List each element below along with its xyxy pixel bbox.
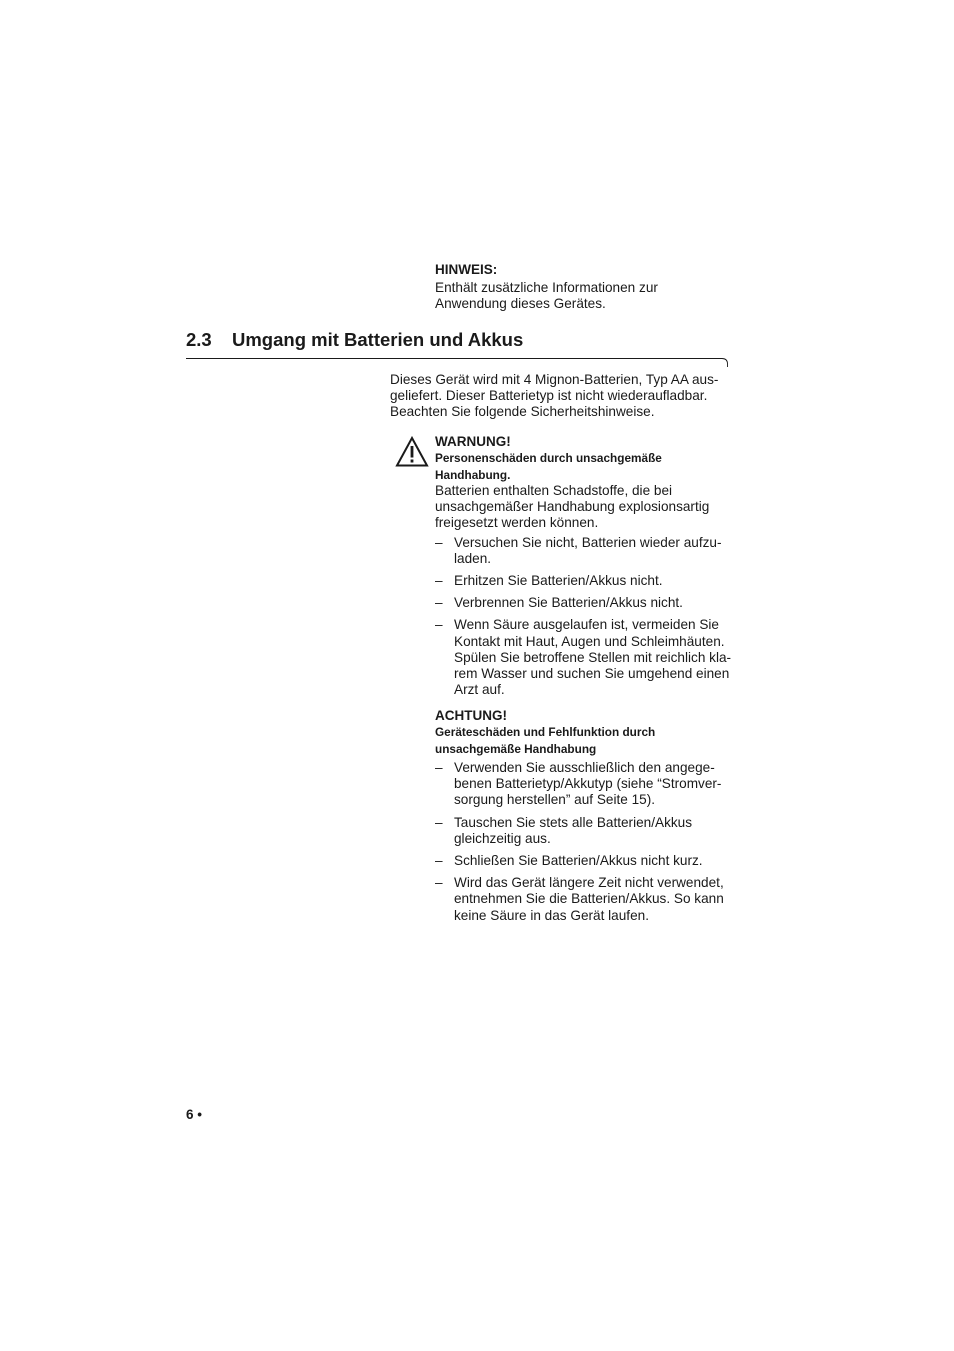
list-item-line: Wird das Gerät längere Zeit nicht verwendet, bbox=[454, 875, 724, 891]
warning-text-line: Batterien enthalten Schadstoffe, die bei bbox=[435, 483, 673, 498]
section-title: Umgang mit Batterien und Akkus bbox=[232, 329, 524, 350]
caution-label: ACHTUNG! bbox=[435, 708, 507, 723]
warning-block bbox=[435, 434, 735, 698]
intro-paragraph bbox=[390, 372, 735, 421]
list-dash: – bbox=[435, 853, 443, 869]
list-item bbox=[435, 595, 735, 611]
caution-block bbox=[435, 708, 735, 924]
list-item bbox=[435, 617, 735, 698]
list-item-line: Verbrennen Sie Batterien/Akkus nicht. bbox=[454, 595, 683, 611]
list-item bbox=[435, 535, 735, 567]
warning-subtitle-line: Personenschäden durch unsachgemäße bbox=[435, 451, 662, 465]
list-dash: – bbox=[435, 573, 443, 589]
list-dash: – bbox=[435, 814, 443, 830]
caution-subtitle-line: unsachgemäße Handhabung bbox=[435, 741, 597, 756]
list-dash: – bbox=[435, 595, 443, 611]
list-dash: – bbox=[435, 760, 443, 775]
list-item-line: Versuchen Sie nicht, Batterien wieder aufzu- bbox=[454, 534, 722, 550]
list-item-line: Tauschen Sie stets alle Batterien/Akkus bbox=[454, 814, 693, 830]
list-item-line: Kontakt mit Haut, Augen und Schleimhäuten. bbox=[454, 633, 725, 649]
section-number: 2.3 bbox=[186, 329, 212, 350]
list-item-line: Arzt auf. bbox=[454, 682, 505, 698]
warning-triangle-icon bbox=[395, 436, 429, 468]
list-item bbox=[435, 875, 735, 924]
list-item-line: benen Batterietyp/Akkutyp (siehe “Stromver- bbox=[454, 776, 722, 792]
caution-subtitle bbox=[435, 724, 735, 757]
warning-text-line: unsachgemäßer Handhabung explosionsartig bbox=[435, 499, 710, 515]
note-text-line: Enthält zusätzliche Informationen zur bbox=[435, 280, 658, 295]
warning-text-line: freigesetzt werden können. bbox=[435, 515, 599, 531]
warning-list bbox=[435, 535, 735, 699]
caution-list bbox=[435, 760, 735, 924]
heading-rule bbox=[186, 356, 728, 368]
list-dash: – bbox=[435, 534, 443, 550]
intro-line: geliefert. Dieser Batterietyp ist nicht wiederaufladbar. bbox=[390, 388, 708, 404]
list-item bbox=[435, 853, 735, 869]
list-item-line: sorgung herstellen” auf Seite 15). bbox=[454, 792, 656, 808]
intro-line: Beachten Sie folgende Sicherheitshinweise. bbox=[390, 404, 655, 420]
list-item-line: entnehmen Sie die Batterien/Akkus. So kann bbox=[454, 891, 724, 907]
warning-text bbox=[435, 483, 735, 532]
list-item-line: Erhitzen Sie Batterien/Akkus nicht. bbox=[454, 573, 663, 589]
list-item bbox=[435, 760, 735, 809]
list-item bbox=[435, 573, 735, 589]
note-block bbox=[435, 262, 735, 312]
list-item-line: Schließen Sie Batterien/Akkus nicht kurz. bbox=[454, 853, 703, 869]
list-dash: – bbox=[435, 617, 443, 633]
list-item-line: Verwenden Sie ausschließlich den angege- bbox=[454, 760, 715, 775]
list-item-line: keine Säure in das Gerät laufen. bbox=[454, 907, 649, 923]
list-item bbox=[435, 815, 735, 847]
warning-subtitle-line: Handhabung. bbox=[435, 467, 511, 482]
intro-line: Dieses Gerät wird mit 4 Mignon-Batterien, Typ AA aus- bbox=[390, 372, 719, 387]
list-item-line: Spülen Sie betroffene Stellen mit reichlich kla- bbox=[454, 649, 732, 665]
list-item-line: Wenn Säure ausgelaufen ist, vermeiden Sie bbox=[454, 617, 719, 633]
warning-label: WARNUNG! bbox=[435, 434, 511, 449]
note-label: HINWEIS: bbox=[435, 262, 498, 277]
warning-subtitle bbox=[435, 450, 735, 483]
caution-subtitle-line: Geräteschäden und Fehlfunktion durch bbox=[435, 725, 656, 739]
section-heading bbox=[186, 329, 523, 351]
list-item-line: rem Wasser und suchen Sie umgehend einen bbox=[454, 666, 730, 682]
note-text-line: Anwendung dieses Gerätes. bbox=[435, 296, 606, 312]
note-text bbox=[435, 280, 735, 312]
list-item-line: gleichzeitig aus. bbox=[454, 830, 551, 846]
list-item-line: laden. bbox=[454, 550, 492, 566]
page-number: 6 • bbox=[186, 1107, 202, 1122]
list-dash: – bbox=[435, 875, 443, 891]
